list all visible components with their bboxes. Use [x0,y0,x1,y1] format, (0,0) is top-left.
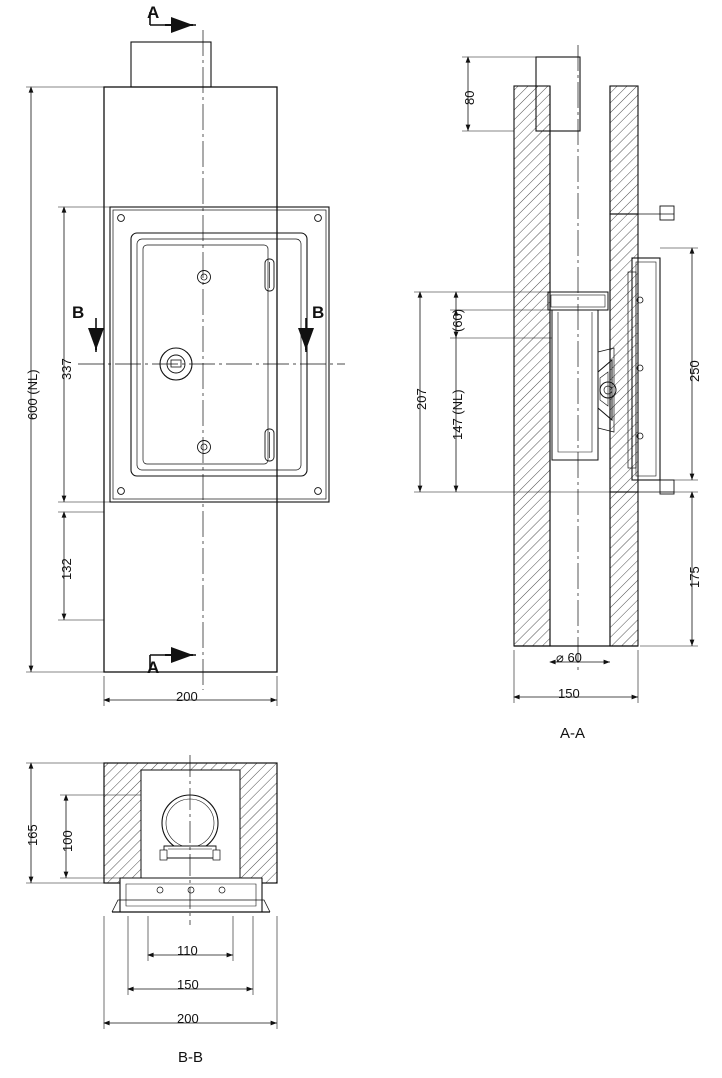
dim-nominal-length: 147 (NL) [450,389,465,440]
dim-pipe-diameter: ⌀ 60 [556,650,582,665]
dim-lower-offset: 175 [687,566,702,588]
view-label-aa: A-A [560,725,586,742]
section-mark-a-top: A [147,3,160,22]
dim-upper: 207 [414,388,429,410]
dim-frame-height: 250 [687,360,702,382]
dim-bb-mid-width: 150 [177,977,199,992]
dim-bb-outer-width: 200 [177,1011,199,1026]
dim-wall-depth: 150 [558,686,580,701]
dim-outlet-center-offset: (60) [450,308,465,332]
dim-bb-inner-height: 100 [60,830,75,852]
dim-door-height: 337 [59,358,74,380]
view-label-bb: B-B [178,1049,204,1066]
dim-bottom-offset: 132 [59,558,74,580]
dim-bb-inner-width: 110 [177,943,198,958]
section-mark-b-right: B [312,303,325,322]
dim-bb-outer-height: 165 [25,824,40,846]
dim-top-stub-height: 80 [462,90,477,105]
section-mark-a-bottom: A [147,658,160,677]
dim-overall-height: 600 (NL) [25,369,40,420]
dim-overall-width: 200 [176,689,198,704]
section-mark-b-left: B [72,303,85,322]
